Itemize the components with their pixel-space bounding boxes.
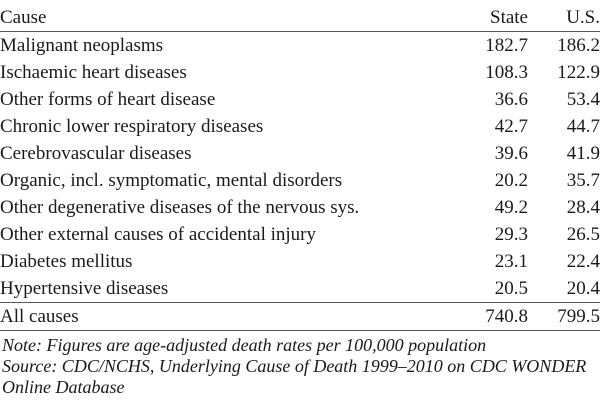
source-text: Source: CDC/NCHS, Underlying Cause of Death 1999–2010 on CDC WONDER Online Database [2, 356, 587, 397]
table-row [0, 32, 600, 60]
table-row [0, 194, 600, 221]
cell-cause: Hypertensive diseases [0, 278, 169, 299]
cell-us: 41.9 [566, 143, 600, 164]
table-row [0, 221, 600, 248]
cell-us: 44.7 [566, 116, 600, 137]
cell-us: 22.4 [566, 251, 600, 272]
header-us: U.S. [528, 4, 600, 32]
cell-cause: Malignant neoplasms [0, 35, 164, 56]
table-row [0, 86, 600, 113]
cell-us: 28.4 [566, 197, 600, 218]
table-row [0, 167, 600, 194]
cell-us: 186.2 [557, 35, 600, 56]
cell-state: 20.5 [494, 278, 528, 299]
cell-state: 23.1 [494, 251, 528, 272]
cell-state: 49.2 [494, 197, 528, 218]
cell-us: 53.4 [566, 89, 600, 110]
cell-cause: Cerebrovascular diseases [0, 143, 192, 164]
cell-state: 36.6 [494, 89, 528, 110]
note-text: Note: Figures are age-adjusted death rates per 100,000 population [2, 335, 487, 355]
cell-state: 39.6 [494, 143, 528, 164]
cell-state: 108.3 [485, 62, 528, 83]
cell-us: 26.5 [566, 224, 600, 245]
total-us: 799.5 [528, 303, 600, 331]
cell-us: 122.9 [557, 62, 600, 83]
table-row [0, 275, 600, 303]
table-row [0, 140, 600, 167]
cell-cause: Other degenerative diseases of the nervous sys. [0, 197, 360, 218]
cell-cause: Other forms of heart disease [0, 89, 216, 110]
cell-state: 20.2 [494, 170, 528, 191]
total-state: 740.8 [438, 303, 528, 331]
cell-cause: Other external causes of accidental injury [0, 224, 316, 245]
cell-state: 182.7 [485, 35, 528, 56]
cell-state: 29.3 [494, 224, 528, 245]
cell-state: 42.7 [494, 116, 528, 137]
cell-cause: Organic, incl. symptomatic, mental disorders [0, 170, 343, 191]
cell-us: 35.7 [566, 170, 600, 191]
table-row [0, 59, 600, 86]
table-row [0, 113, 600, 140]
table-notes [2, 335, 598, 398]
header-cause: Cause [0, 4, 438, 32]
total-row [0, 303, 600, 331]
cell-cause: Diabetes mellitus [0, 251, 133, 272]
table-row [0, 248, 600, 275]
total-cause: All causes [0, 303, 438, 331]
table-header-row [0, 4, 600, 32]
cell-us: 20.4 [566, 278, 600, 299]
death-rates-table [0, 4, 600, 331]
cell-cause: Ischaemic heart diseases [0, 62, 187, 83]
cell-cause: Chronic lower respiratory diseases [0, 116, 264, 137]
header-state: State [438, 4, 528, 32]
